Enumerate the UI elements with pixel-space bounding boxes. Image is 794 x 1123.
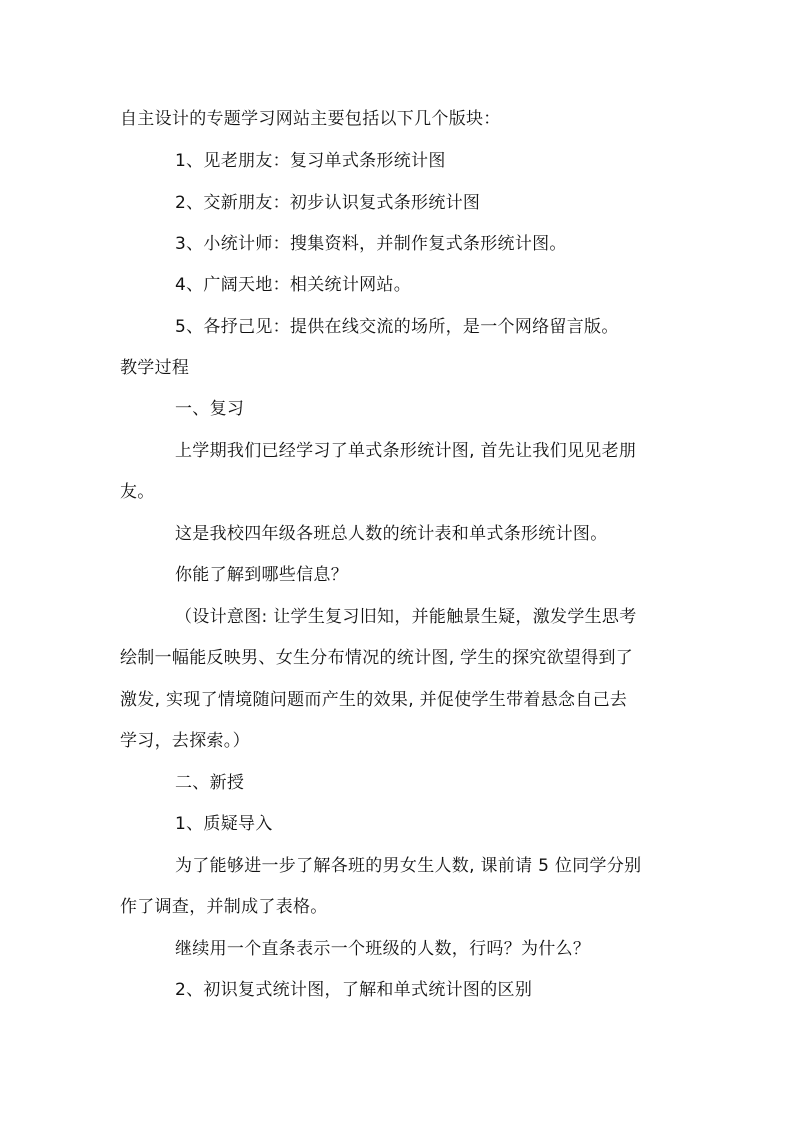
section-item-2: 2、交新朋友：初步认识复式条形统计图 <box>175 193 481 213</box>
review-question: 你能了解到哪些信息？ <box>175 565 348 585</box>
design-note-line-3: 激发, 实现了情境随问题而产生的效果, 并促使学生带着悬念自己去 <box>120 690 628 710</box>
subsection-1-paragraph-line-1: 为了能够进一步了解各班的男女生人数, 课前请 5 位同学分别 <box>175 856 642 876</box>
review-paragraph-2: 这是我校四年级各班总人数的统计表和单式条形统计图。 <box>175 524 608 544</box>
intro-line: 自主设计的专题学习网站主要包括以下几个版块： <box>120 109 501 129</box>
process-heading: 教学过程 <box>120 358 190 378</box>
design-note-line-1: （设计意图: 让学生复习旧知，并能触景生疑，激发学生思考 <box>175 607 637 627</box>
design-note-line-2: 绘制一幅能反映男、女生分布情况的统计图, 学生的探究欲望得到了 <box>120 648 634 668</box>
subsection-1-question: 继续用一个直条表示一个班级的人数，行吗？为什么？ <box>175 939 591 959</box>
subsection-1-heading: 1、质疑导入 <box>175 814 273 834</box>
subsection-2-heading: 2、初识复式统计图，了解和单式统计图的区别 <box>175 980 533 1000</box>
design-note-line-4: 学习，去探索。） <box>120 731 250 751</box>
section-item-1: 1、见老朋友：复习单式条形统计图 <box>175 151 446 171</box>
review-heading: 一、复习 <box>175 399 245 419</box>
review-paragraph-line-2: 友。 <box>120 482 155 502</box>
new-lesson-heading: 二、新授 <box>175 773 245 793</box>
section-item-4: 4、广阔天地：相关统计网站。 <box>175 275 412 295</box>
review-paragraph-line-1: 上学期我们已经学习了单式条形统计图, 首先让我们见见老朋 <box>175 441 637 461</box>
subsection-1-paragraph-line-2: 作了调查，并制成了表格。 <box>120 897 328 917</box>
section-item-5: 5、各抒己见：提供在线交流的场所，是一个网络留言版。 <box>175 317 619 337</box>
section-item-3: 3、小统计师：搜集资料，并制作复式条形统计图。 <box>175 234 567 254</box>
